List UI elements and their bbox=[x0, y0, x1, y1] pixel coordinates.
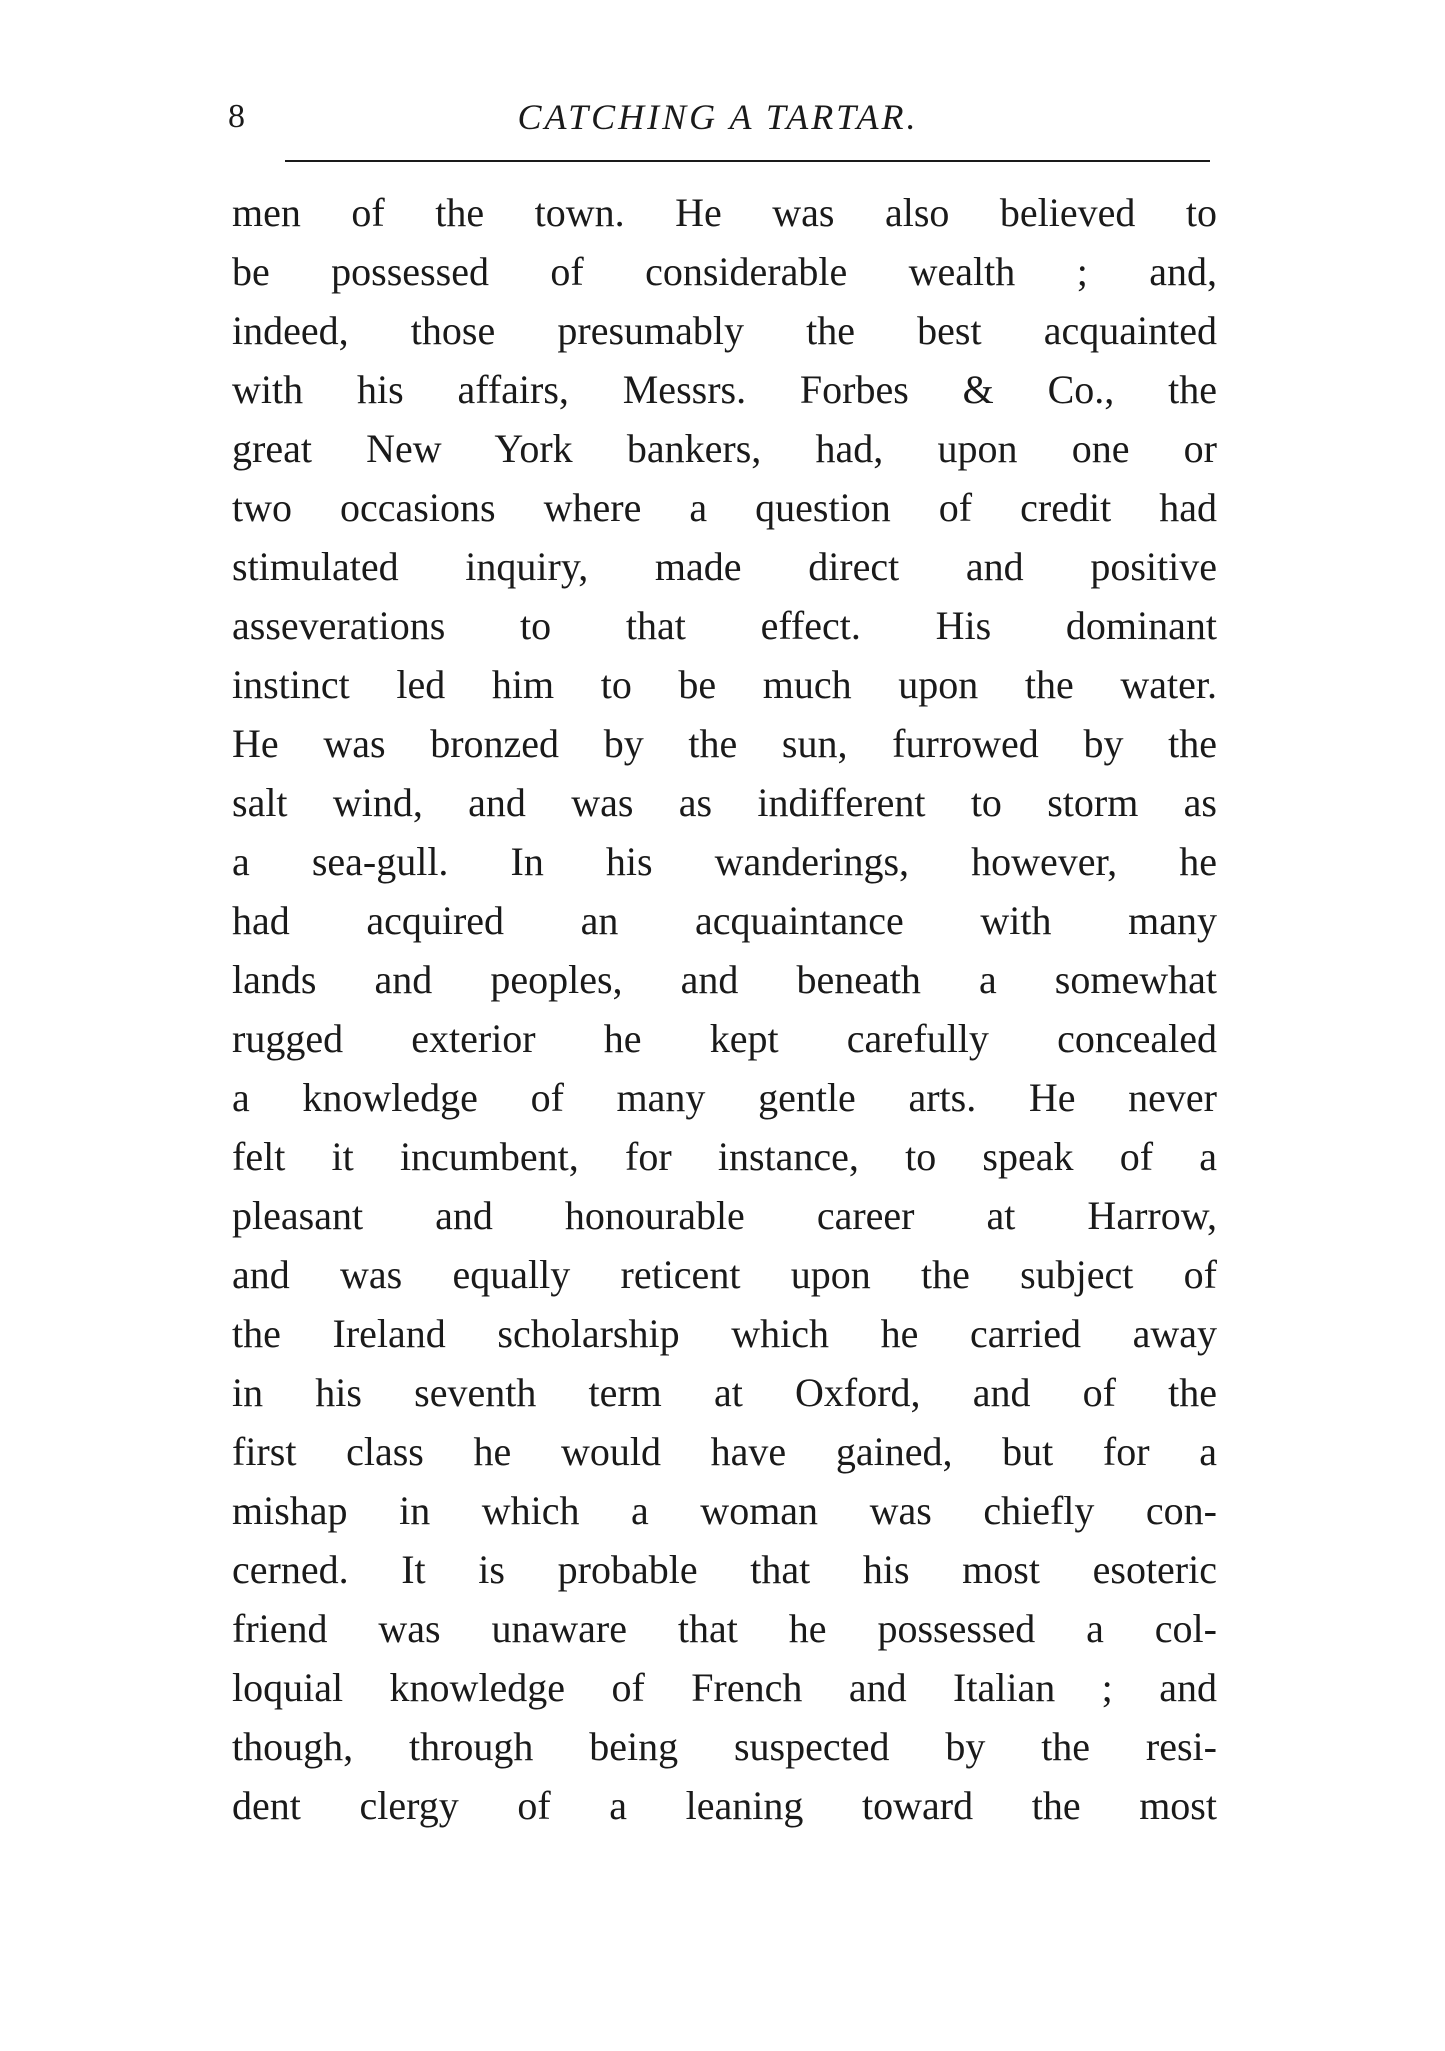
text-line: loquial knowledge of French and Italian ; and bbox=[232, 1665, 1217, 1710]
running-head bbox=[228, 92, 1208, 142]
page-number: 8 bbox=[228, 98, 245, 135]
text-line: asseverations to that effect. His dominant bbox=[232, 603, 1217, 648]
text-line: in his seventh term at Oxford, and of the bbox=[232, 1370, 1217, 1415]
text-line: men of the town. He was also believed to bbox=[232, 190, 1217, 235]
text-line: two occasions where a question of credit had bbox=[232, 485, 1217, 530]
text-line: and was equally reticent upon the subject of bbox=[232, 1252, 1217, 1297]
text-line: pleasant and honourable career at Harrow, bbox=[232, 1193, 1217, 1238]
text-line: great New York bankers, had, upon one or bbox=[232, 426, 1217, 471]
text-line: instinct led him to be much upon the water. bbox=[232, 662, 1217, 707]
body-text bbox=[232, 183, 1217, 1835]
text-line: stimulated inquiry, made direct and positive bbox=[232, 544, 1217, 589]
running-title: CATCHING A TARTAR. bbox=[517, 97, 919, 137]
text-line: had acquired an acquaintance with many bbox=[232, 898, 1217, 943]
text-line: cerned. It is probable that his most esoteric bbox=[232, 1547, 1217, 1592]
text-line: felt it incumbent, for instance, to speak of a bbox=[232, 1134, 1217, 1179]
text-line: indeed, those presumably the best acquainted bbox=[232, 308, 1217, 353]
text-line: a sea-gull. In his wanderings, however, he bbox=[232, 839, 1217, 884]
text-line: rugged exterior he kept carefully concealed bbox=[232, 1016, 1217, 1061]
text-line: He was bronzed by the sun, furrowed by the bbox=[232, 721, 1217, 766]
text-line: a knowledge of many gentle arts. He never bbox=[232, 1075, 1217, 1120]
text-line: be possessed of considerable wealth ; and, bbox=[232, 249, 1217, 294]
text-line: though, through being suspected by the resi- bbox=[232, 1724, 1217, 1769]
text-line: salt wind, and was as indifferent to storm as bbox=[232, 780, 1217, 825]
header-rule bbox=[285, 160, 1210, 162]
text-line: the Ireland scholarship which he carried away bbox=[232, 1311, 1217, 1356]
text-line: dent clergy of a leaning toward the most bbox=[232, 1783, 1217, 1828]
text-line: with his affairs, Messrs. Forbes & Co., the bbox=[232, 367, 1217, 412]
text-line: lands and peoples, and beneath a somewhat bbox=[232, 957, 1217, 1002]
text-line: mishap in which a woman was chiefly con- bbox=[232, 1488, 1217, 1533]
text-line: first class he would have gained, but for a bbox=[232, 1429, 1217, 1474]
text-line: friend was unaware that he possessed a col- bbox=[232, 1606, 1217, 1651]
